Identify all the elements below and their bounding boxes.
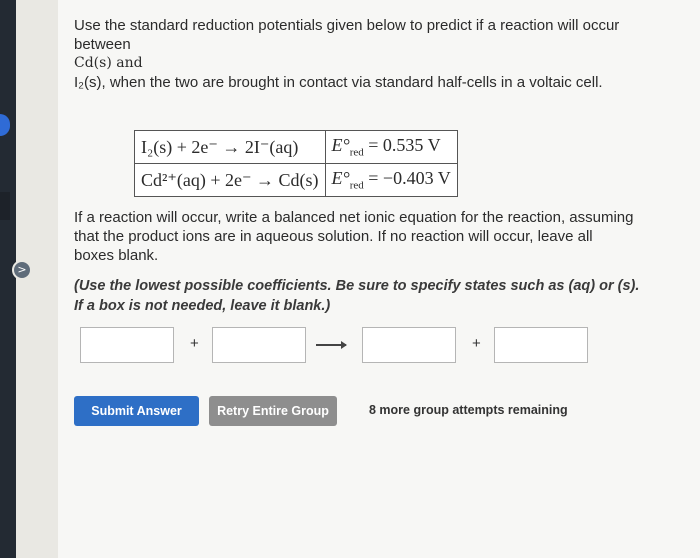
left-sidebar <box>0 0 16 558</box>
potential-subscript: red <box>349 146 364 159</box>
table-row <box>135 131 458 164</box>
potential-value: = −0.403 V <box>368 168 451 189</box>
potential-cell <box>325 164 457 197</box>
potential-label: E° <box>331 135 350 156</box>
potential-cell <box>325 131 457 164</box>
potential-subscript: red <box>349 179 364 192</box>
reaction-cell: I₂(s) + 2e⁻ → 2I⁻(aq) <box>135 131 326 164</box>
table-row <box>135 164 458 197</box>
species-2: I₂(s), when the two are brought in contact via standard half-cells in a voltaic cell. <box>74 74 603 91</box>
species-1: Cd(s) and <box>74 55 143 71</box>
retry-group-button[interactable]: Retry Entire Group <box>209 396 337 426</box>
plus-sign: + <box>190 335 199 352</box>
question-intro: Use the standard reduction potentials given below to predict if a reaction will occur between <box>74 17 620 53</box>
plus-sign: + <box>472 335 481 352</box>
instruction-text: If a reaction will occur, write a balanced net ionic equation for the reaction, assuming that the product ions are in aqueous solution. If no reaction will occur, leave all boxes blank. <box>74 209 634 264</box>
submit-answer-button[interactable]: Submit Answer <box>74 396 199 426</box>
reaction-cell: Cd²⁺(aq) + 2e⁻ → Cd(s) <box>135 164 326 197</box>
sidebar-active-tab[interactable] <box>0 114 10 136</box>
reactant-1-input[interactable] <box>80 327 174 363</box>
collapse-toggle-icon[interactable]: > <box>12 260 32 280</box>
product-1-input[interactable] <box>362 327 456 363</box>
reactant-2-input[interactable] <box>212 327 306 363</box>
question-text <box>74 16 644 92</box>
potential-value: = 0.535 V <box>368 135 441 156</box>
reaction-arrow-icon <box>316 344 346 346</box>
hint-text: (Use the lowest possible coefficients. Be sure to specify states such as (aq) or (s). If a box is not needed, leave it blank.) <box>74 278 640 314</box>
sidebar-tab[interactable] <box>0 192 10 220</box>
question-panel <box>58 0 700 558</box>
reduction-potential-table <box>134 130 458 197</box>
product-2-input[interactable] <box>494 327 588 363</box>
attempts-remaining: 8 more group attempts remaining <box>369 403 568 417</box>
potential-label: E° <box>331 168 350 189</box>
